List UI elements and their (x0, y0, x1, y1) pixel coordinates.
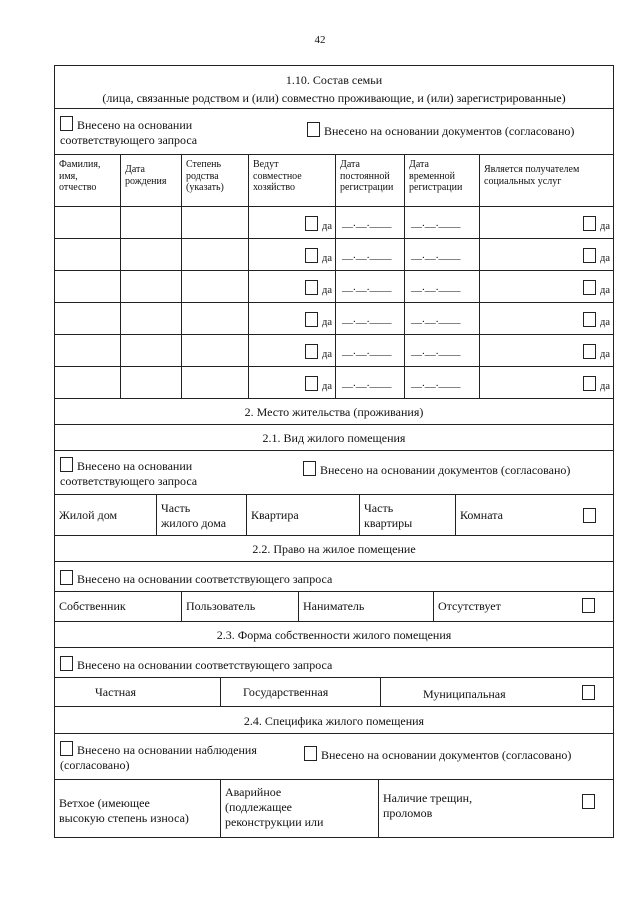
specifics-documents-checkbox[interactable] (304, 746, 317, 761)
specifics-observation-label-2: (согласовано) (60, 758, 130, 772)
ownership-state-option[interactable]: Государственная (221, 678, 381, 706)
yes-checkbox[interactable] (583, 280, 596, 295)
relation-cell[interactable] (182, 303, 249, 334)
col-temp-reg-header: Дата временной регистрации (405, 155, 480, 206)
temp-reg-cell[interactable] (405, 303, 480, 334)
temp-reg-date-blank: __.__.____ (411, 217, 461, 229)
ownership-municipal-option[interactable]: Муниципальная (381, 678, 613, 706)
yes-label: да (599, 285, 610, 296)
name-cell[interactable] (55, 335, 121, 366)
perm-reg-date-blank: __.__.____ (342, 377, 392, 389)
specifics-options-row (55, 780, 613, 838)
temp-reg-cell[interactable] (405, 239, 480, 270)
birth-cell[interactable] (121, 207, 182, 238)
specifics-emergency-option[interactable]: Аварийное (подлежащее реконструкции или (221, 780, 379, 837)
page-number: 42 (314, 34, 326, 46)
col-household-header: Ведут совместное хозяйство (249, 155, 336, 206)
yes-checkbox[interactable] (583, 344, 596, 359)
yes-label: да (599, 221, 610, 232)
birth-cell[interactable] (121, 367, 182, 398)
yes-label: да (321, 221, 332, 232)
name-cell[interactable] (55, 207, 121, 238)
temp-reg-cell[interactable] (405, 207, 480, 238)
birth-cell[interactable] (121, 271, 182, 302)
perm-reg-cell[interactable] (336, 303, 405, 334)
ownership-request-label: Внесено на основании соответствующего запроса (77, 658, 333, 672)
family-table-row (55, 239, 613, 271)
family-title: 1.10. Состав семьи (285, 73, 383, 87)
col-perm-reg-header: Дата постоянной регистрации (336, 155, 405, 206)
yes-checkbox[interactable] (305, 376, 318, 391)
col-social-header: Является получателем социальных услуг (484, 164, 580, 187)
perm-reg-date-blank: __.__.____ (342, 345, 392, 357)
household-cell[interactable] (249, 207, 336, 238)
perm-reg-cell[interactable] (336, 335, 405, 366)
col-relation-header: Степень родства (указать) (182, 155, 249, 206)
temp-reg-date-blank: __.__.____ (411, 281, 461, 293)
yes-label: да (321, 317, 332, 328)
right-request-checkbox[interactable] (60, 570, 73, 585)
ownership-options-row (55, 678, 613, 707)
ownership-request-checkbox[interactable] (60, 656, 73, 671)
social-cell[interactable] (480, 207, 613, 238)
social-cell[interactable] (480, 367, 613, 398)
family-table-row (55, 367, 613, 399)
housing-type-request-label-2: соответствующего запроса (60, 474, 198, 488)
family-table-row (55, 303, 613, 335)
relation-cell[interactable] (182, 271, 249, 302)
perm-reg-cell[interactable] (336, 239, 405, 270)
family-source-row (55, 109, 613, 155)
ownership-private-option[interactable]: Частная (55, 678, 221, 706)
ownership-checkbox[interactable] (582, 685, 595, 700)
specifics-header (55, 707, 613, 734)
name-cell[interactable] (55, 367, 121, 398)
yes-checkbox[interactable] (583, 376, 596, 391)
perm-reg-date-blank: __.__.____ (342, 217, 392, 229)
family-table-row (55, 271, 613, 303)
housing-type-documents-label: Внесено на основании документов (согласовано) (320, 463, 571, 477)
social-cell[interactable] (480, 271, 613, 302)
specifics-observation-checkbox[interactable] (60, 741, 73, 756)
housing-apartment-option[interactable]: Квартира (247, 495, 360, 535)
housing-type-title: 2.1. Вид жилого помещения (262, 431, 406, 445)
temp-reg-cell[interactable] (405, 335, 480, 366)
yes-label: да (321, 349, 332, 360)
relation-cell[interactable] (182, 207, 249, 238)
family-section-header (55, 66, 613, 109)
housing-type-request-label-1: Внесено на основании (77, 459, 193, 473)
housing-type-checkbox[interactable] (583, 508, 596, 523)
yes-label: да (599, 381, 610, 392)
specifics-dilapidated-option[interactable]: Ветхое (имеющее высокую степень износа) (55, 780, 221, 837)
family-documents-label: Внесено на основании документов (согласовано) (324, 124, 575, 138)
yes-label: да (321, 381, 332, 392)
yes-label: да (599, 253, 610, 264)
family-documents-checkbox[interactable] (307, 122, 320, 137)
ownership-title: 2.3. Форма собственности жилого помещения (216, 628, 452, 642)
col-name-header: Фамилия, имя, отчество (55, 155, 121, 206)
yes-checkbox[interactable] (305, 280, 318, 295)
family-request-checkbox[interactable] (60, 116, 73, 131)
household-cell[interactable] (249, 335, 336, 366)
housing-type-source-row (55, 451, 613, 495)
social-cell[interactable] (480, 335, 613, 366)
ownership-header (55, 622, 613, 648)
housing-type-request-checkbox[interactable] (60, 457, 73, 472)
yes-checkbox[interactable] (583, 248, 596, 263)
specifics-cracks-option[interactable]: Наличие трещин, проломов (379, 780, 613, 837)
right-absent-option[interactable]: Отсутствует (434, 592, 613, 621)
perm-reg-date-blank: __.__.____ (342, 249, 392, 261)
right-options-row (55, 592, 613, 622)
perm-reg-cell[interactable] (336, 367, 405, 398)
family-table-body (55, 207, 613, 399)
household-cell[interactable] (249, 239, 336, 270)
family-table-row (55, 335, 613, 367)
household-cell[interactable] (249, 271, 336, 302)
housing-type-header (55, 425, 613, 451)
right-header (55, 536, 613, 562)
temp-reg-date-blank: __.__.____ (411, 313, 461, 325)
survey-form (54, 65, 614, 838)
perm-reg-date-blank: __.__.____ (342, 281, 392, 293)
name-cell[interactable] (55, 271, 121, 302)
relation-cell[interactable] (182, 239, 249, 270)
birth-cell[interactable] (121, 239, 182, 270)
housing-room-option[interactable]: Комната (456, 495, 613, 535)
housing-house-part-option[interactable]: Часть жилого дома (157, 495, 247, 535)
right-user-option[interactable]: Пользователь (182, 592, 299, 621)
yes-checkbox[interactable] (305, 216, 318, 231)
perm-reg-date-blank: __.__.____ (342, 313, 392, 325)
specifics-title: 2.4. Специфика жилого помещения (243, 714, 425, 728)
right-request-label: Внесено на основании соответствующего запроса (77, 572, 333, 586)
specifics-source-row (55, 734, 613, 780)
yes-label: да (599, 349, 610, 360)
yes-checkbox[interactable] (305, 248, 318, 263)
relation-cell[interactable] (182, 367, 249, 398)
specifics-checkbox[interactable] (582, 794, 595, 809)
residence-header (55, 399, 613, 425)
right-source-row (55, 562, 613, 592)
perm-reg-cell[interactable] (336, 271, 405, 302)
residence-title: 2. Место жительства (проживания) (244, 405, 424, 419)
temp-reg-date-blank: __.__.____ (411, 345, 461, 357)
right-owner-option[interactable]: Собственник (55, 592, 182, 621)
family-table-header (55, 155, 613, 207)
yes-checkbox[interactable] (583, 216, 596, 231)
yes-checkbox[interactable] (305, 344, 318, 359)
social-cell[interactable] (480, 239, 613, 270)
right-checkbox[interactable] (582, 598, 595, 613)
yes-checkbox[interactable] (305, 312, 318, 327)
household-cell[interactable] (249, 367, 336, 398)
social-cell[interactable] (480, 303, 613, 334)
yes-label: да (321, 253, 332, 264)
housing-type-documents-checkbox[interactable] (303, 461, 316, 476)
ownership-source-row (55, 648, 613, 678)
family-request-label-2: соответствующего запроса (60, 133, 198, 147)
family-request-label-1: Внесено на основании (77, 118, 193, 132)
name-cell[interactable] (55, 303, 121, 334)
housing-house-option[interactable]: Жилой дом (55, 495, 157, 535)
birth-cell[interactable] (121, 303, 182, 334)
specifics-documents-label: Внесено на основании документов (согласовано) (321, 748, 572, 762)
temp-reg-cell[interactable] (405, 271, 480, 302)
right-tenant-option[interactable]: Наниматель (299, 592, 434, 621)
family-subtitle: (лица, связанные родством и (или) совместно проживающие, и (или) зарегистрированные) (102, 91, 566, 105)
relation-cell[interactable] (182, 335, 249, 366)
yes-checkbox[interactable] (583, 312, 596, 327)
temp-reg-date-blank: __.__.____ (411, 377, 461, 389)
col-birth-header: Дата рождения (121, 155, 182, 206)
right-title: 2.2. Право на жилое помещение (252, 542, 416, 556)
temp-reg-date-blank: __.__.____ (411, 249, 461, 261)
yes-label: да (599, 317, 610, 328)
perm-reg-cell[interactable] (336, 207, 405, 238)
family-table-row (55, 207, 613, 239)
household-cell[interactable] (249, 303, 336, 334)
housing-apt-part-option[interactable]: Часть квартиры (360, 495, 456, 535)
temp-reg-cell[interactable] (405, 367, 480, 398)
name-cell[interactable] (55, 239, 121, 270)
yes-label: да (321, 285, 332, 296)
housing-type-options-row (55, 495, 613, 536)
birth-cell[interactable] (121, 335, 182, 366)
specifics-observation-label-1: Внесено на основании наблюдения (77, 743, 257, 757)
